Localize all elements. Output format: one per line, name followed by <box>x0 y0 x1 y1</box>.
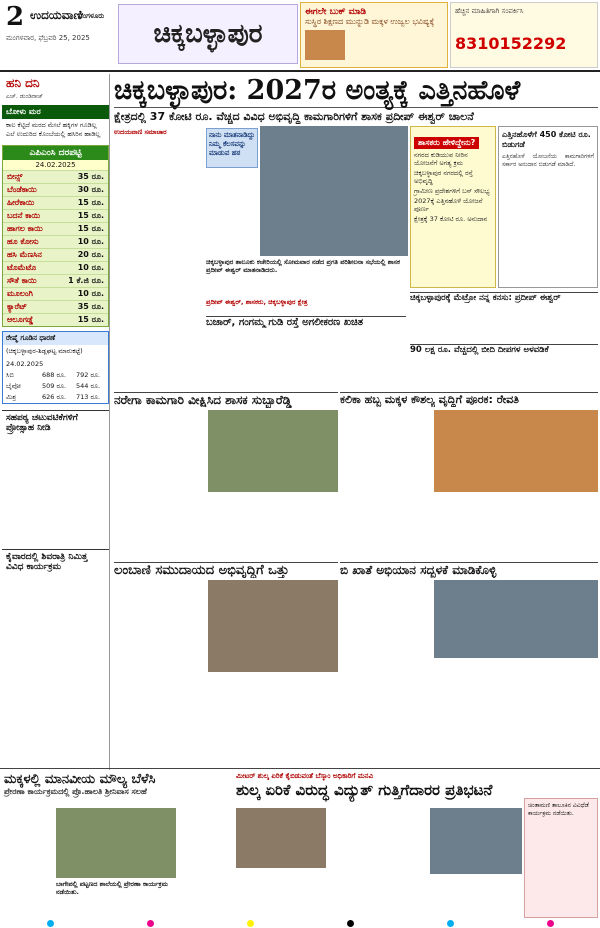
ad1-title: ಈಗಲೇ ಬುಕ್ ಮಾಡಿ <box>305 7 367 17</box>
story-metro-body <box>410 306 598 340</box>
mla-points-box <box>410 126 496 288</box>
bottom-story-1-headline: ಮಕ್ಕಳಲ್ಲಿ ಮಾನವೀಯ ಮೌಲ್ಯ ಬೆಳೆಸಿ <box>4 772 156 787</box>
left-sidebar <box>2 74 110 770</box>
mla-points-title: ಶಾಸಕರು ಹೇಳಿದ್ದೇನು? <box>414 137 479 149</box>
bottom-story-3-photo <box>430 808 522 874</box>
sidebar-story1-headline: ಸಹಪಠ್ಯ ಚಟುವಟಿಕೆಗಳಿಗೆ ಪ್ರೋತ್ಸಾಹ ನೀಡಿ <box>2 410 109 435</box>
table-row: ಬೀನ್ಸ್ 35 ರೂ. <box>3 170 108 183</box>
table-row: ಟೊಮೆಟೊ 10 ರೂ. <box>3 261 108 274</box>
bottom-story-2-photo <box>236 808 326 868</box>
story-bkhata-photo <box>434 580 598 658</box>
table-row: ಸೌತೆ ಕಾಯಿ 1 ಕೆ.ಜಿ ರೂ. <box>3 274 108 287</box>
infobox-title: ಎತ್ತಿನಹೊಳೆಗೆ 450 ಕೋಟಿ ರೂ. ಬಿಡುಗಡೆ <box>502 130 591 149</box>
bottom-story-2-kicker: ಮೀಟರ್ ಶುಲ್ಕ ಏರಿಕೆ ಕೈಬಿಡುವಂತೆ ಬೆಸ್ಕಾಂ ಅಧಿಕಾರಿಗೆ ಮನವಿ <box>236 772 373 780</box>
poem-title: ಬೋಳು ಮರ <box>2 105 109 119</box>
bottom-story-1-caption: ಬಾಗೇಪಲ್ಲಿ ಪಟ್ಟಣದ ಶಾಲೆಯಲ್ಲಿ ಪ್ರೇರಣಾ ಕಾರ್ಯಕ್ರಮ ನಡೆಯಿತು. <box>56 880 168 896</box>
table-row: ಮಿಶ್ರ 626 ರೂ. 713 ರೂ. <box>6 393 101 401</box>
advertisement-2[interactable] <box>450 2 598 68</box>
lead-subhead: ಕ್ಷೇತ್ರದಲ್ಲಿ 37 ಕೋಟಿ ರೂ. ವೆಚ್ಚದ ವಿವಿಧ ಅಭಿವೃದ್ಧಿ ಕಾಮಗಾರಿಗಳಿಗೆ ಶಾಸಕ ಪ್ರದೀಪ್ ಈಶ್ವರ್ ಚಾಲನೆ <box>114 110 474 123</box>
lead-body-col1 <box>114 128 204 288</box>
masthead <box>0 0 600 72</box>
bottom-story-1-body <box>4 808 54 916</box>
apmc-date: 24.02.2025 <box>3 160 108 170</box>
bottom-story-2-body <box>236 870 326 916</box>
pull-quote: ನಾನು ಮಾತನಾಡಿದ್ದು ನಿಮ್ಮ ಕೆಲಸವನ್ನು ಮಾಡುವ ಹಠ <box>206 128 258 168</box>
silk-date: 24.02.2025 <box>6 360 44 368</box>
silk-subtitle: (ಚಿಕ್ಕಬಳ್ಳಾಪುರ-ಶಿಡ್ಲಘಟ್ಟ ಮಾರುಕಟ್ಟೆ) <box>6 347 83 355</box>
bottom-story-2 <box>232 770 598 801</box>
table-row: ಬೆಂಡೆಕಾಯಿ 30 ರೂ. <box>3 183 108 196</box>
page-number: 2 <box>6 2 25 32</box>
story-bkhata-headline: ಬಿ ಖಾತೆ ಅಭಿಯಾನ ಸದ್ಬಳಕೆ ಮಾಡಿಕೊಳ್ಳಿ <box>340 562 598 578</box>
bottom-right-box-text: ಚಿಂತಾಮಣಿ ತಾಲೂಕಿನ ವಿವಿಧೆಡೆ ಕಾರ್ಯಕ್ರಮ ನಡೆಯಿತು. <box>528 802 589 817</box>
yellow-mark-icon <box>247 920 254 927</box>
table-row: ಸಿಬಿ 688 ರೂ. 792 ರೂ. <box>6 371 101 379</box>
lead-headline-text: ಚಿಕ್ಕಬಳ್ಳಾಪುರ: 2027ರ ಅಂತ್ಯಕ್ಕೆ ಎತ್ತಿನಹೊಳೆ <box>114 74 521 106</box>
infobox-text: ಎತ್ತಿನಹೊಳೆ ಯೋಜನೆಯ ಕಾಮಗಾರಿಗಳಿಗೆ ಸರ್ಕಾರ ಅನುದಾನ ಬಿಡುಗಡೆ ಮಾಡಿದೆ. <box>502 153 594 168</box>
table-row: ಹಸಿ ಮೆಣಸಿನ 20 ರೂ. <box>3 248 108 261</box>
bottom-story-1-subhead: ಪ್ರೇರಣಾ ಕಾರ್ಯಕ್ರಮದಲ್ಲಿ ಪ್ರೊ.ಹಾಲತಿ ಶ್ರೀನಿವಾಸ ಸಲಹೆ <box>4 787 147 796</box>
print-registration-marks <box>0 918 600 928</box>
paper-city: ಬೆಂಗಳೂರು <box>78 12 105 20</box>
date-line: ಮಂಗಳವಾರ, ಫೆಬ್ರವರಿ 25, 2025 <box>6 34 90 42</box>
story-lambani-headline: ಲಂಬಾಣಿ ಸಮುದಾಯದ ಅಭಿವೃದ್ಧಿಗೆ ಒತ್ತು <box>114 562 338 578</box>
table-row: ಮೂಲಂಗಿ 10 ರೂ. <box>3 287 108 300</box>
bottom-story-1 <box>0 770 230 806</box>
story-kalika-body <box>340 410 432 550</box>
lead-byline: ಪ್ರದೀಪ್ ಈಶ್ವರ್, ಶಾಸಕರು, ಚಿಕ್ಕಬಳ್ಳಾಪುರ ಕ್ಷೇತ್ರ <box>206 298 308 306</box>
story-streetlights-headline: 90 ಲಕ್ಷ ರೂ. ವೆಚ್ಚದಲ್ಲಿ ಬೀದಿ ದೀಪಗಳ ಅಳವಡಿಕೆ <box>410 344 598 355</box>
bottom-story-2-headline: ಶುಲ್ಕ ಏರಿಕೆ ವಿರುದ್ಧ ವಿದ್ಯುತ್ ಗುತ್ತಿಗೆದಾರರ ಪ್ರತಿಭಟನೆ <box>236 781 493 799</box>
column-author: ಎಚ್. ಡುಂಡಿರಾಜ್ <box>6 93 44 100</box>
bottom-story-1-photo <box>56 808 176 878</box>
story-lambani-body <box>114 580 206 766</box>
story-kalika-photo <box>434 410 598 492</box>
magenta-mark-icon <box>147 920 154 927</box>
advertisement-1[interactable] <box>300 2 448 68</box>
story-bkhata-body <box>340 580 432 766</box>
lead-photo <box>260 126 408 256</box>
lead-headline <box>114 74 598 108</box>
story-road-widening-body <box>206 332 406 388</box>
ettinahole-infobox <box>498 126 598 288</box>
list-item: ಗ್ರಾಮೀಣ ಪ್ರದೇಶಗಳಿಗೆ ಬಸ್ ಸೌಲಭ್ಯ <box>414 187 490 195</box>
table-row: ಹೂ ಕೋಸು 10 ರೂ. <box>3 235 108 248</box>
ad2-phone: 8310152292 <box>455 34 567 53</box>
table-row: ಬೈವೋ 509 ರೂ. 544 ರೂ. <box>6 382 101 390</box>
lead-caption: ಚಿಕ್ಕಬಳ್ಳಾಪುರ ತಾಲೂಕು ಕಚೇರಿಯಲ್ಲಿ ಸೋಮವಾರ ನಡೆದ ಪ್ರಗತಿ ಪರಿಶೀಲನಾ ಸಭೆಯಲ್ಲಿ ಶಾಸಕ ಪ್ರದೀಪ್ ಈಶ್ವರ್ ಮಾತನಾಡಿದರು. <box>206 258 400 274</box>
bottom-divider <box>0 768 600 769</box>
bottom-right-box <box>524 798 598 918</box>
cyan-mark-icon <box>47 920 54 927</box>
table-row: ಹಾಗಲ ಕಾಯಿ 15 ರೂ. <box>3 222 108 235</box>
list-item: ಕ್ಷೇತ್ರಕ್ಕೆ 37 ಕೋಟಿ ರೂ. ಅನುದಾನ <box>414 215 488 223</box>
table-row: ಹೀರೆಕಾಯಿ 15 ರೂ. <box>3 196 108 209</box>
story-nrega-headline: ನರೇಗಾ ಕಾಮಗಾರಿ ವೀಕ್ಷಿಸಿದ ಶಾಸಕ ಸುಬ್ಬಾರೆಡ್ಡಿ <box>114 392 338 408</box>
story-kalika-headline: ಕಲಿಕಾ ಹಬ್ಬ ಮಕ್ಕಳ ಕೌಶಲ್ಯ ವೃದ್ಧಿಗೆ ಪೂರಕ: ರೇವತಿ <box>340 392 598 407</box>
sidebar-story1-body <box>2 435 109 545</box>
cyan-mark-icon <box>447 920 454 927</box>
magenta-mark-icon <box>547 920 554 927</box>
ad2-text: ಹೆಚ್ಚಿನ ಮಾಹಿತಿಗಾಗಿ ಸಂಪರ್ಕಿಸಿ <box>455 7 524 15</box>
sidebar-story2-headline: ಕೈವಾರದಲ್ಲಿ ಶಿವರಾತ್ರಿ ನಿಮಿತ್ತ ವಿವಿಧ ಕಾರ್ಯಕ್ರಮ <box>2 549 109 574</box>
story-metro-headline: ಚಿಕ್ಕಬಳ್ಳಾಪುರಕ್ಕೆ ಮೆಟ್ರೋ ನನ್ನ ಕನಸು: ಪ್ರದೀಪ್ ಈಶ್ವರ್ <box>410 292 598 303</box>
apmc-price-table <box>2 145 109 327</box>
edition-banner <box>118 4 298 64</box>
apmc-title: ಎಪಿಎಂಸಿ ದರಪಟ್ಟಿ <box>3 146 108 160</box>
table-row: ಬದನೆ ಕಾಯಿ 15 ರೂ. <box>3 209 108 222</box>
ad1-image <box>305 30 345 60</box>
poem-text: ಕಾಲ ಕೆಟ್ಟಿದೆ ಮರದ ಮೇಲೆ ಹಕ್ಕಿಗಳ ಗೂಡಿಲ್ಲ ಎಲೆ ಉದುರಿದ ಕೊಂಬೆಯಲ್ಲಿ ಹಸಿರಿನ ಹಾಡಿಲ್ಲ <box>6 121 101 138</box>
silk-price-table <box>2 331 109 404</box>
black-mark-icon <box>347 920 354 927</box>
story-road-widening-headline: ಬಜಾರ್, ಗಂಗಮ್ಮ ಗುಡಿ ರಸ್ತೆ ಅಗಲೀಕರಣ ಖಚಿತ <box>206 316 406 328</box>
story-lambani-photo <box>208 580 338 672</box>
story-nrega-photo <box>208 410 338 492</box>
ad1-text: ಸುಸ್ಥಿರ ಶಿಕ್ಷಣದ ಮುನ್ನುಡಿ ಮಕ್ಕಳ ಉಜ್ವಲ ಭವಿಷ್ಯಕ್ಕೆ <box>305 17 435 26</box>
list-item: ನಗರದ ಕುಡಿಯುವ ನೀರಿನ ಯೋಜನೆಗೆ ಅಗತ್ಯ ಕ್ರಮ <box>414 151 468 167</box>
list-item: ಚಿಕ್ಕಬಳ್ಳಾಪುರ ನಗರದಲ್ಲಿ ರಸ್ತೆ ಅಭಿವೃದ್ಧಿ <box>414 169 473 185</box>
silk-title: ರೇಷ್ಮೆ ಗೂಡಿನ ಧಾರಣೆ <box>3 332 108 345</box>
dateline: ಉದಯವಾಣಿ ಸಮಾಚಾರ <box>114 128 167 136</box>
story-nrega-body <box>114 410 206 560</box>
table-row: ಆಲೂಗಡ್ಡೆ 15 ರೂ. <box>3 313 108 326</box>
table-row: ಕ್ಯಾರೆಟ್ 35 ರೂ. <box>3 300 108 313</box>
edition-name: ಚಿಕ್ಕಬಳ್ಳಾಪುರ <box>153 18 263 49</box>
hanidani-logo: ಹನಿ ದನಿ <box>6 76 40 90</box>
paper-name: ಉದಯವಾಣಿ <box>30 8 83 22</box>
list-item: 2027ಕ್ಕೆ ಎತ್ತಿನಹೊಳೆ ಯೋಜನೆ ಪೂರ್ಣ <box>414 197 483 213</box>
